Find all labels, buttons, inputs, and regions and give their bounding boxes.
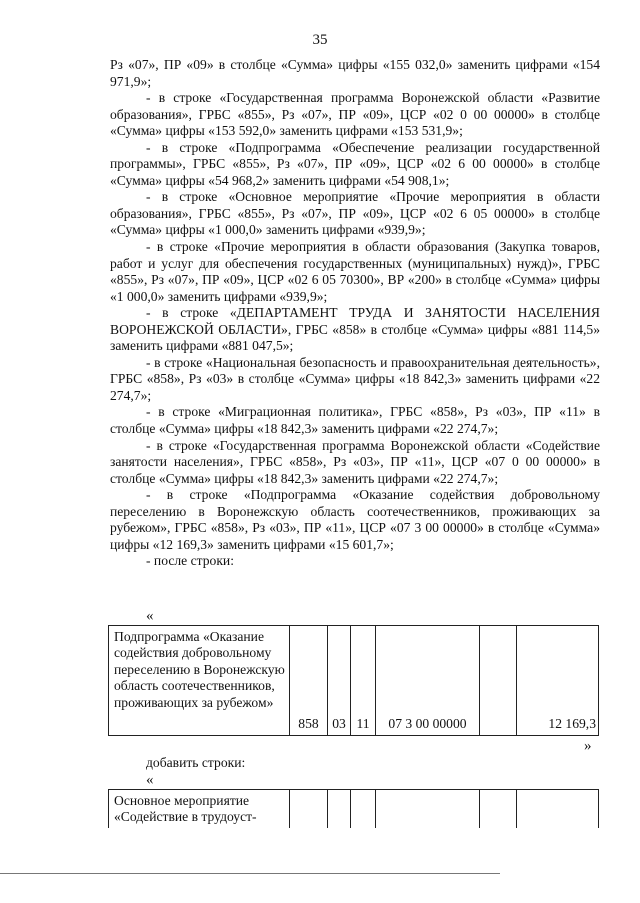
table-new-rows (108, 789, 599, 828)
cell-vr (480, 790, 517, 828)
table-row (109, 790, 599, 828)
paragraph: - после строки: (146, 553, 234, 569)
cell-pr (351, 790, 376, 828)
close-quote: » (584, 738, 592, 754)
paragraph: - в строке «Подпрограмма «Обеспечение реализации государственной программы», ГРБС «855», Рз «07», ПР «09», ЦСР «02 6 00 00000» в столбце «Сумма» цифры «54 968,2» заменить цифрами «54 908,1»; (110, 139, 600, 188)
table-existing-row (108, 625, 599, 736)
cell-grbs: 858 (290, 626, 328, 736)
paragraph: - в строке «ДЕПАРТАМЕНТ ТРУДА И ЗАНЯТОСТИ НАСЕЛЕНИЯ ВОРОНЕЖСКОЙ ОБЛАСТИ», ГРБС «858» в столбце «Сумма» цифры «881 114,5» заменить цифрами «881 047,5»; (110, 305, 600, 354)
open-quote-2: « (146, 772, 154, 788)
cell-csr (376, 790, 480, 828)
add-rows-label: добавить строки: (146, 755, 246, 770)
paragraph: Рз «07», ПР «09» в столбце «Сумма» цифры «155 032,0» заменить цифрами «154 971,9»; (110, 57, 600, 89)
paragraph: - в строке «Государственная программа Воронежской области «Развитие образования», ГРБС «855», Рз «07», ПР «09», ЦСР «02 0 00 00000» в столбце «Сумма» цифры «153 592,0» заменить цифрами «153 531,9»; (110, 90, 600, 139)
cell-sum: 12 169,3 (517, 626, 599, 736)
cell-rz (328, 790, 351, 828)
paragraph: - в строке «Миграционная политика», ГРБС «858», Рз «03», ПР «11» в столбце «Сумма» цифры «18 842,3» заменить цифрами «22 274,7»; (110, 404, 600, 437)
paragraph: - в строке «Основное мероприятие «Прочие мероприятия в области образования», ГРБС «855», Рз «07», ПР «09», ЦСР «02 6 05 00000» в столбце «Сумма» цифры «1 000,0» заменить цифрами «939,9»; (110, 189, 600, 238)
cell-csr: 07 3 00 00000 (376, 626, 480, 736)
paragraph: - в строке «Прочие мероприятия в области образования (Закупка товаров, работ и услуг для обеспечения государственных (муниципальных) нужд)», ГРБС «855», Рз «07», ПР «09», ЦСР «02 6 05 70300», ВР «200» в столбце «Сумма» цифры «1 000,0» заменить цифрами «939,9»; (110, 239, 600, 304)
cell-vr (480, 626, 517, 736)
paragraph: - в строке «Национальная безопасность и правоохранительная деятельность», ГРБС «858», Рз «03» в столбце «Сумма» цифры «18 842,3» заменить цифрами «22 274,7»; (110, 354, 600, 403)
cell-grbs (290, 790, 328, 828)
table-row (109, 626, 599, 736)
paragraph: - в строке «Подпрограмма «Оказание содействия добровольному переселению в Воронежскую область соотечественников, проживающих за рубежом», ГРБС «858», Рз «03», ПР «11», ЦСР «07 3 00 00000» в столбце «Сумма» цифры «12 169,3» заменить цифрами «15 601,7»; (110, 487, 600, 552)
scan-edge-line (0, 873, 500, 874)
page-number: 35 (312, 32, 328, 48)
cell-sum (517, 790, 599, 828)
cell-name: Подпрограмма «Оказание содействия добровольному переселению в Воронежскую область соотечественников, проживающих за рубежом» (109, 626, 290, 736)
cell-name: Основное мероприятие «Содействие в трудоуст- (109, 790, 290, 828)
paragraph: - в строке «Государственная программа Воронежской области «Содействие занятости населения», ГРБС «858», Рз «03», ПР «11», ЦСР «07 0 00 00000» в столбце «Сумма» цифры «18 842,3» заменить цифрами «22 274,7»; (110, 437, 600, 486)
amendments-text (110, 57, 600, 570)
open-quote: « (146, 608, 154, 624)
cell-rz: 03 (328, 626, 351, 736)
cell-pr: 11 (351, 626, 376, 736)
